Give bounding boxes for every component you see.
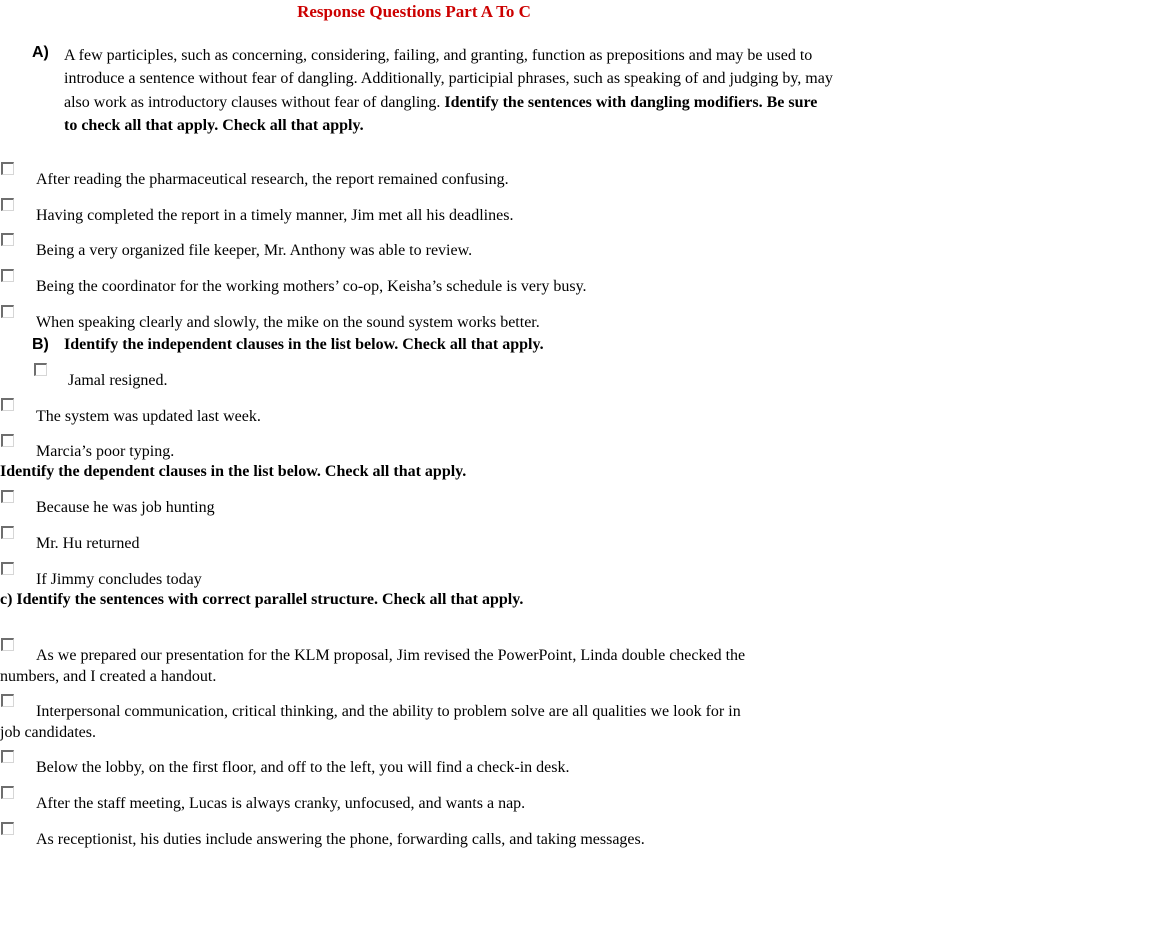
option-c-1-line-1: As we prepared our presentation for the KLM proposal, Jim revised the PowerPoint, Linda double checked the [36, 647, 746, 664]
option-a-4: Being the coordinator for the working mothers’ co-op, Keisha’s schedule is very busy. [36, 278, 587, 295]
checkbox-c-4[interactable] [1, 786, 14, 799]
part-c-instruction: c) Identify the sentences with correct parallel structure. Check all that apply. [0, 591, 524, 608]
part-a-marker: A) [32, 44, 49, 61]
option-a-2: Having completed the report in a timely manner, Jim met all his deadlines. [36, 207, 514, 224]
option-c-1-line-2: numbers, and I created a handout. [0, 668, 217, 685]
checkbox-c-1[interactable] [1, 638, 14, 651]
checkbox-c-2[interactable] [1, 694, 14, 707]
option-a-5: When speaking clearly and slowly, the mike on the sound system works better. [36, 314, 540, 331]
option-c-5: As receptionist, his duties include answering the phone, forwarding calls, and taking messages. [36, 831, 645, 848]
checkbox-c-3[interactable] [1, 750, 14, 763]
page-title: Response Questions Part A To C [297, 2, 531, 21]
option-b2-3: If Jimmy concludes today [36, 571, 202, 588]
option-b2-2: Mr. Hu returned [36, 535, 140, 552]
checkbox-a-5[interactable] [1, 305, 14, 318]
checkbox-b-1[interactable] [34, 363, 47, 376]
option-b2-1: Because he was job hunting [36, 499, 215, 516]
option-c-4: After the staff meeting, Lucas is always cranky, unfocused, and wants a nap. [36, 795, 526, 812]
checkbox-a-3[interactable] [1, 233, 14, 246]
option-c-2-line-1: Interpersonal communication, critical thinking, and the ability to problem solve are all qualities we look for in [36, 703, 741, 720]
option-b-1: Jamal resigned. [68, 372, 168, 389]
option-b-3: Marcia’s poor typing. [36, 443, 175, 460]
checkbox-b-2[interactable] [1, 398, 14, 411]
checkbox-b2-1[interactable] [1, 490, 14, 503]
part-b-marker: B) [32, 336, 49, 353]
checkbox-c-5[interactable] [1, 822, 14, 835]
part-b-instruction: Identify the independent clauses in the list below. Check all that apply. [64, 336, 544, 353]
part-a-instruction: Identify the sentences with dangling modifiers. Be sure to check all that apply. Check all that apply. [64, 93, 818, 134]
checkbox-b2-2[interactable] [1, 526, 14, 539]
checkbox-b-3[interactable] [1, 434, 14, 447]
option-b-2: The system was updated last week. [36, 408, 261, 425]
option-c-2-line-2: job candidates. [0, 724, 96, 741]
part-b-instruction-2: Identify the dependent clauses in the list below. Check all that apply. [0, 463, 467, 480]
checkbox-a-4[interactable] [1, 269, 14, 282]
checkbox-b2-3[interactable] [1, 562, 14, 575]
part-a-intro: A few participles, such as concerning, considering, failing, and granting, function as prepositions and may be used to introduce a sentence without fear of dangling. Additionally, participial phrases, such as speaking of and judging by, may also work as introductory clauses without fear of dangling. [64, 47, 833, 111]
checkbox-a-1[interactable] [1, 162, 14, 175]
option-a-1: After reading the pharmaceutical research, the report remained confusing. [36, 171, 509, 188]
part-a-prompt [64, 44, 834, 137]
checkbox-a-2[interactable] [1, 198, 14, 211]
option-a-3: Being a very organized file keeper, Mr. Anthony was able to review. [36, 242, 473, 259]
option-c-3: Below the lobby, on the first floor, and off to the left, you will find a check-in desk. [36, 759, 570, 776]
